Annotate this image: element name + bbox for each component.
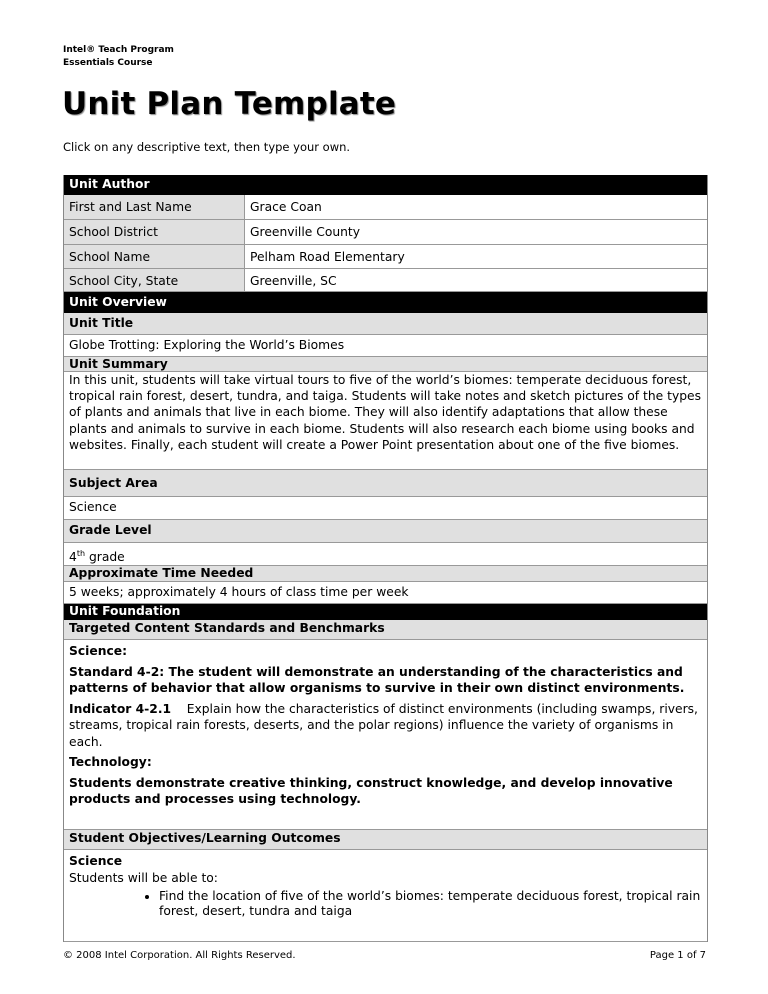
science-standard: Standard 4-2: The student will demonstrate an understanding of the characteristics and patterns of behavior that allow organisms to survive in their own distinct environments. — [69, 664, 685, 695]
subject-area-value[interactable]: Science — [64, 497, 707, 520]
unit-summary-value[interactable]: In this unit, students will take virtual tours to five of the world’s biomes: temperate deciduous forest, tropical rain forest, desert, tundra, and taiga. Students will take notes and sketch pictures of the types of plants and animals that live in each biome. They will also identify adaptations that allow these plants and animals to survive in each biome. Students will also research each biome using books and websites. Finally, each student will create a Power Point presentation about one of the five biomes. — [64, 372, 707, 470]
grade-number: 4 — [69, 550, 77, 565]
indicator — [69, 701, 702, 751]
author-field-row — [64, 269, 707, 292]
footer-page-number: Page 1 of 7 — [649, 950, 706, 961]
unit-summary-label: Unit Summary — [64, 357, 707, 372]
author-field-label: School Name — [64, 245, 245, 268]
science-label: Science: — [69, 644, 128, 658]
objectives-label: Student Objectives/Learning Outcomes — [64, 830, 707, 850]
standards-content[interactable] — [64, 640, 707, 830]
unit-plan-table — [63, 175, 708, 942]
page-title: Unit Plan Template — [62, 86, 397, 122]
grade-level-value[interactable] — [64, 543, 707, 566]
author-field-label: School City, State — [64, 269, 245, 291]
author-field-row — [64, 220, 707, 245]
time-needed-value[interactable]: 5 weeks; approximately 4 hours of class time per week — [64, 582, 707, 604]
objective-item: • Find the location of five of the world’s biomes: temperate deciduous forest, tropical rain forest, desert, tundra and taiga — [159, 889, 702, 919]
indicator-label: Indicator 4-2.1 — [69, 701, 172, 716]
page-header — [63, 44, 174, 70]
indicator-text: Explain how the characteristics of distinct environments (including swamps, rivers, streams, tropical rain forests, deserts, and the polar regions) influence the variety of organisms in each. — [69, 701, 698, 749]
author-field-value[interactable]: Greenville, SC — [250, 274, 337, 288]
author-field-row — [64, 245, 707, 269]
time-needed-label: Approximate Time Needed — [64, 566, 707, 582]
author-field-value[interactable]: Greenville County — [250, 225, 361, 239]
section-unit-author: Unit Author — [64, 175, 707, 195]
unit-title-value[interactable]: Globe Trotting: Exploring the World’s Biomes — [64, 335, 707, 357]
footer-copyright: © 2008 Intel Corporation. All Rights Reserved. — [63, 950, 296, 961]
objectives-list — [69, 889, 702, 919]
program-name: Intel® Teach Program — [63, 45, 174, 55]
author-field-label: School District — [64, 220, 245, 244]
instructions: Click on any descriptive text, then type your own. — [63, 140, 351, 154]
author-field-row — [64, 195, 707, 220]
technology-standard: Students demonstrate creative thinking, construct knowledge, and develop innovative products and processes using technology. — [69, 775, 673, 806]
subject-area-label: Subject Area — [64, 470, 707, 497]
objectives-intro: Students will be able to: — [69, 871, 218, 885]
grade-suffix: th — [76, 549, 86, 558]
grade-level-label: Grade Level — [64, 520, 707, 543]
author-field-label: First and Last Name — [64, 195, 245, 219]
author-field-value[interactable]: Pelham Road Elementary — [250, 250, 405, 264]
objectives-subject: Science — [69, 854, 123, 868]
course-name: Essentials Course — [63, 58, 153, 68]
technology-label: Technology: — [69, 755, 152, 769]
author-field-value[interactable]: Grace Coan — [250, 200, 322, 214]
section-unit-overview: Unit Overview — [64, 292, 707, 313]
grade-word: grade — [85, 550, 125, 565]
unit-title-label: Unit Title — [64, 313, 707, 335]
standards-label: Targeted Content Standards and Benchmarks — [64, 620, 707, 640]
objectives-content[interactable] — [64, 850, 707, 942]
section-unit-foundation: Unit Foundation — [64, 604, 707, 620]
